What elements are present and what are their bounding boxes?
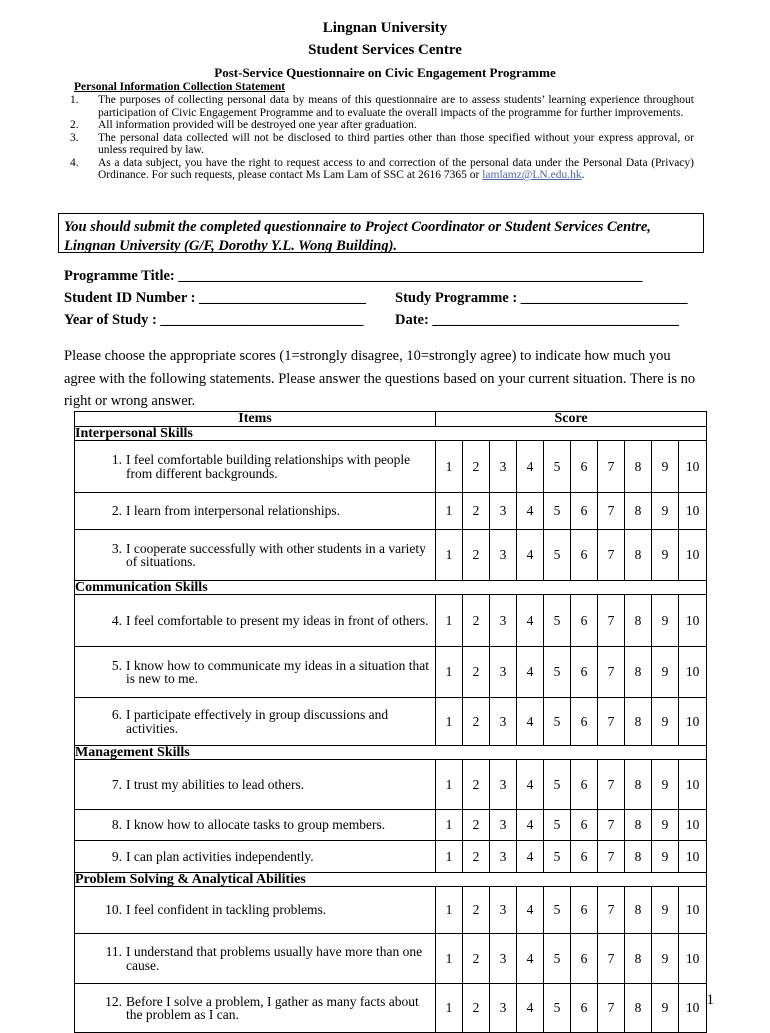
question-text: I feel comfortable to present my ideas in front of others. xyxy=(126,612,429,628)
score-option[interactable]: 5 xyxy=(544,934,571,984)
score-option[interactable]: 4 xyxy=(517,841,544,873)
question-number: 1. xyxy=(111,452,122,467)
question-number: 9. xyxy=(111,848,122,864)
question-statement xyxy=(75,647,436,698)
question-statement xyxy=(75,984,436,1033)
score-option[interactable]: 4 xyxy=(517,810,544,841)
contact-email-link[interactable]: lamlamz@LN.edu.hk xyxy=(482,169,582,181)
questionnaire-table xyxy=(74,411,707,1033)
section-header-row xyxy=(75,873,707,887)
question-text: I can plan activities independently. xyxy=(126,848,314,864)
score-option[interactable]: 5 xyxy=(544,887,571,934)
score-option[interactable]: 1 xyxy=(436,934,463,984)
score-option[interactable]: 4 xyxy=(517,934,544,984)
score-option[interactable]: 1 xyxy=(436,595,463,647)
instructions: Please choose the appropriate scores (1=strongly disagree, 10=strongly agree) to indicate how much you agree with the following statements. Please answer the questions based on your current situation. There is no right or wrong answer. xyxy=(64,348,696,409)
score-option[interactable]: 1 xyxy=(436,760,463,810)
score-option[interactable]: 10 xyxy=(679,810,707,841)
score-option[interactable]: 6 xyxy=(571,530,598,581)
question-statement xyxy=(75,493,436,530)
score-option[interactable]: 3 xyxy=(490,984,517,1033)
section-title: Management Skills xyxy=(75,746,707,760)
score-option[interactable]: 4 xyxy=(517,760,544,810)
score-option[interactable]: 9 xyxy=(652,595,679,647)
score-option[interactable]: 7 xyxy=(598,841,625,873)
student-id-field[interactable]: Student ID Number : _______________________ xyxy=(64,290,366,306)
score-option[interactable]: 6 xyxy=(571,984,598,1033)
score-option[interactable]: 3 xyxy=(490,530,517,581)
score-option[interactable]: 6 xyxy=(571,810,598,841)
question-text: Before I solve a problem, I gather as many facts about the problem as I can. xyxy=(126,993,419,1022)
score-option[interactable]: 9 xyxy=(652,493,679,530)
section-title: Problem Solving & Analytical Abilities xyxy=(75,873,707,887)
question-text: I know how to allocate tasks to group members. xyxy=(126,817,386,833)
pics-item xyxy=(70,94,694,119)
score-option[interactable]: 1 xyxy=(436,698,463,746)
score-option[interactable]: 6 xyxy=(571,493,598,530)
pics-heading: Personal Information Collection Statement xyxy=(74,81,286,93)
score-option[interactable]: 7 xyxy=(598,810,625,841)
score-option[interactable]: 2 xyxy=(463,441,490,493)
programme-title-field[interactable]: Programme Title: ________________________________________________________________ xyxy=(64,268,643,284)
question-text: I participate effectively in group discussions and activities. xyxy=(126,707,389,736)
score-option[interactable]: 5 xyxy=(544,841,571,873)
score-column-header: Score xyxy=(436,412,707,427)
question-row xyxy=(75,984,707,1033)
score-option[interactable]: 1 xyxy=(436,810,463,841)
score-option[interactable]: 9 xyxy=(652,530,679,581)
question-statement xyxy=(75,810,436,841)
question-statement xyxy=(75,887,436,934)
items-column-header: Items xyxy=(75,412,436,427)
question-statement xyxy=(75,698,436,746)
score-option[interactable]: 2 xyxy=(463,887,490,934)
score-option[interactable]: 8 xyxy=(625,934,652,984)
section-title: Interpersonal Skills xyxy=(75,427,707,441)
score-option[interactable]: 2 xyxy=(463,984,490,1033)
score-option[interactable]: 10 xyxy=(679,647,707,698)
score-option[interactable]: 10 xyxy=(679,698,707,746)
score-option[interactable]: 3 xyxy=(490,887,517,934)
score-option[interactable]: 8 xyxy=(625,647,652,698)
score-option[interactable]: 4 xyxy=(517,595,544,647)
score-option[interactable]: 1 xyxy=(436,441,463,493)
score-option[interactable]: 6 xyxy=(571,595,598,647)
question-statement xyxy=(75,595,436,647)
pics-item xyxy=(70,119,694,132)
score-option[interactable]: 5 xyxy=(544,760,571,810)
score-option[interactable]: 2 xyxy=(463,934,490,984)
question-statement xyxy=(75,441,436,493)
score-option[interactable]: 8 xyxy=(625,810,652,841)
score-option[interactable]: 5 xyxy=(544,441,571,493)
question-row xyxy=(75,647,707,698)
score-option[interactable]: 7 xyxy=(598,760,625,810)
question-text: I understand that problems usually have more than one cause. xyxy=(126,944,423,973)
score-option[interactable]: 9 xyxy=(652,647,679,698)
score-option[interactable]: 9 xyxy=(652,810,679,841)
score-option[interactable]: 4 xyxy=(517,530,544,581)
score-option[interactable]: 7 xyxy=(598,441,625,493)
score-option[interactable]: 4 xyxy=(517,887,544,934)
question-row xyxy=(75,887,707,934)
question-row xyxy=(75,760,707,810)
pics-item-text: The purposes of collecting personal data by means of this questionnaire are to assess students’ learning experience throughout participation of Civic Engagement Programme and to evaluate the overall impacts of the programme for further improvements. xyxy=(98,94,694,119)
question-text: I trust my abilities to lead others. xyxy=(126,776,305,792)
score-option[interactable]: 7 xyxy=(598,595,625,647)
question-number: 3. xyxy=(111,540,122,556)
question-row xyxy=(75,810,707,841)
score-option[interactable]: 4 xyxy=(517,441,544,493)
score-option[interactable]: 6 xyxy=(571,698,598,746)
question-text: I feel confident in tackling problems. xyxy=(126,902,327,918)
score-option[interactable]: 4 xyxy=(517,493,544,530)
score-option[interactable]: 3 xyxy=(490,441,517,493)
score-option[interactable]: 5 xyxy=(544,984,571,1033)
question-row xyxy=(75,493,707,530)
score-option[interactable]: 6 xyxy=(571,441,598,493)
score-option[interactable]: 8 xyxy=(625,887,652,934)
question-number: 12. xyxy=(105,993,122,1009)
score-option[interactable]: 4 xyxy=(517,647,544,698)
score-option[interactable]: 8 xyxy=(625,984,652,1033)
section-header-row xyxy=(75,427,707,441)
score-option[interactable]: 5 xyxy=(544,810,571,841)
score-option[interactable]: 3 xyxy=(490,595,517,647)
score-option[interactable]: 2 xyxy=(463,841,490,873)
question-number: 5. xyxy=(111,657,122,673)
year-of-study-field[interactable]: Year of Study : ____________________________ xyxy=(64,312,364,328)
score-option[interactable]: 10 xyxy=(679,530,707,581)
score-option[interactable]: 8 xyxy=(625,841,652,873)
score-option[interactable]: 9 xyxy=(652,887,679,934)
score-option[interactable]: 10 xyxy=(679,760,707,810)
university-name: Lingnan University xyxy=(322,20,448,36)
score-option[interactable]: 7 xyxy=(598,887,625,934)
pics-item-text: The personal data collected will not be disclosed to third parties other than those specified without your express approval, or unless required by law. xyxy=(98,131,694,156)
score-option[interactable]: 5 xyxy=(544,493,571,530)
section-title: Communication Skills xyxy=(75,581,707,595)
score-option[interactable]: 2 xyxy=(463,647,490,698)
question-text: I cooperate successfully with other students in a variety of situations. xyxy=(126,540,426,569)
score-option[interactable]: 2 xyxy=(463,530,490,581)
score-option[interactable]: 10 xyxy=(679,493,707,530)
score-option[interactable]: 1 xyxy=(436,647,463,698)
question-statement xyxy=(75,530,436,581)
pics-item xyxy=(70,132,694,157)
study-programme-field[interactable]: Study Programme : _______________________ xyxy=(395,290,688,306)
pics-list xyxy=(70,94,694,182)
score-option[interactable]: 8 xyxy=(625,595,652,647)
score-option[interactable]: 9 xyxy=(652,934,679,984)
score-option[interactable]: 7 xyxy=(598,984,625,1033)
question-number: 4. xyxy=(111,612,122,628)
question-statement xyxy=(75,841,436,873)
score-option[interactable]: 2 xyxy=(463,760,490,810)
question-text: I know how to communicate my ideas in a situation that is new to me. xyxy=(126,657,429,686)
pics-item-number: 1. xyxy=(70,94,79,106)
question-number: 11. xyxy=(105,944,122,959)
score-option[interactable]: 8 xyxy=(625,493,652,530)
score-option[interactable]: 10 xyxy=(679,595,707,647)
pics-item-number: 3. xyxy=(70,131,79,144)
score-option[interactable]: 9 xyxy=(652,441,679,493)
score-option[interactable]: 4 xyxy=(517,698,544,746)
question-number: 10. xyxy=(105,902,122,918)
score-option[interactable]: 7 xyxy=(598,934,625,984)
question-number: 8. xyxy=(111,817,122,833)
score-option[interactable]: 1 xyxy=(436,887,463,934)
score-option[interactable]: 9 xyxy=(652,841,679,873)
score-option[interactable]: 3 xyxy=(490,647,517,698)
score-option[interactable]: 6 xyxy=(571,760,598,810)
pics-item-number: 4. xyxy=(70,156,79,169)
score-option[interactable]: 3 xyxy=(490,698,517,746)
question-row xyxy=(75,934,707,984)
score-option[interactable]: 7 xyxy=(598,647,625,698)
score-option[interactable]: 7 xyxy=(598,493,625,530)
pics-item-4-text: As a data subject, you have the right to request access to and correction of the personal data under the Personal Data (Privacy) Ordinance. For such requests, please contact Ms Lam Lam of SSC at 2616 7365 or xyxy=(98,156,694,181)
submit-notice: You should submit the completed questionnaire to Project Coordinator or Student Services Centre, Lingnan University (G/F, Dorothy Y.L. Wong Building). xyxy=(58,213,704,253)
score-option[interactable]: 8 xyxy=(625,530,652,581)
question-number: 6. xyxy=(111,707,122,722)
page-number: 1 xyxy=(706,992,714,1008)
score-option[interactable]: 1 xyxy=(436,984,463,1033)
score-option[interactable]: 5 xyxy=(544,595,571,647)
score-option[interactable]: 3 xyxy=(490,810,517,841)
score-option[interactable]: 7 xyxy=(598,530,625,581)
question-statement xyxy=(75,934,436,984)
score-option[interactable]: 5 xyxy=(544,698,571,746)
score-option[interactable]: 10 xyxy=(679,887,707,934)
question-row xyxy=(75,595,707,647)
score-option[interactable]: 6 xyxy=(571,887,598,934)
score-option[interactable]: 2 xyxy=(463,493,490,530)
score-option[interactable]: 7 xyxy=(598,698,625,746)
score-option[interactable]: 5 xyxy=(544,647,571,698)
date-field[interactable]: Date: __________________________________ xyxy=(395,312,679,328)
score-option[interactable]: 1 xyxy=(436,493,463,530)
score-option[interactable]: 3 xyxy=(490,841,517,873)
score-option[interactable]: 10 xyxy=(679,841,707,873)
pics-item-text xyxy=(98,157,694,182)
question-row xyxy=(75,698,707,746)
score-option[interactable]: 10 xyxy=(679,441,707,493)
score-option[interactable]: 10 xyxy=(679,984,707,1033)
pics-item xyxy=(70,157,694,182)
question-row xyxy=(75,530,707,581)
score-option[interactable]: 9 xyxy=(652,760,679,810)
score-option[interactable]: 3 xyxy=(490,760,517,810)
score-option[interactable]: 9 xyxy=(652,698,679,746)
question-text: I learn from interpersonal relationships. xyxy=(126,503,341,519)
question-row xyxy=(75,841,707,873)
pics-item-4-end: . xyxy=(581,169,585,181)
score-option[interactable]: 3 xyxy=(490,493,517,530)
question-statement xyxy=(75,760,436,810)
score-option[interactable]: 6 xyxy=(571,841,598,873)
centre-name: Student Services Centre xyxy=(308,42,462,58)
score-option[interactable]: 2 xyxy=(463,810,490,841)
question-text: I feel comfortable building relationships with people from different backgrounds. xyxy=(126,452,411,481)
score-option[interactable]: 3 xyxy=(490,934,517,984)
section-header-row xyxy=(75,581,707,595)
score-option[interactable]: 1 xyxy=(436,841,463,873)
question-number: 7. xyxy=(111,776,122,792)
pics-item-text: All information provided will be destroyed one year after graduation. xyxy=(98,119,417,131)
score-option[interactable]: 8 xyxy=(625,441,652,493)
score-option[interactable]: 6 xyxy=(571,934,598,984)
score-option[interactable]: 1 xyxy=(436,530,463,581)
score-option[interactable]: 5 xyxy=(544,530,571,581)
section-header-row xyxy=(75,746,707,760)
questionnaire-title: Post-Service Questionnaire on Civic Engagement Programme xyxy=(214,65,556,80)
question-number: 2. xyxy=(111,503,122,519)
score-option[interactable]: 10 xyxy=(679,934,707,984)
score-option[interactable]: 4 xyxy=(517,984,544,1033)
score-option[interactable]: 9 xyxy=(652,984,679,1033)
score-option[interactable]: 6 xyxy=(571,647,598,698)
score-option[interactable]: 8 xyxy=(625,760,652,810)
pics-item-number: 2. xyxy=(70,119,79,131)
score-option[interactable]: 2 xyxy=(463,698,490,746)
score-option[interactable]: 8 xyxy=(625,698,652,746)
score-option[interactable]: 2 xyxy=(463,595,490,647)
question-row xyxy=(75,441,707,493)
